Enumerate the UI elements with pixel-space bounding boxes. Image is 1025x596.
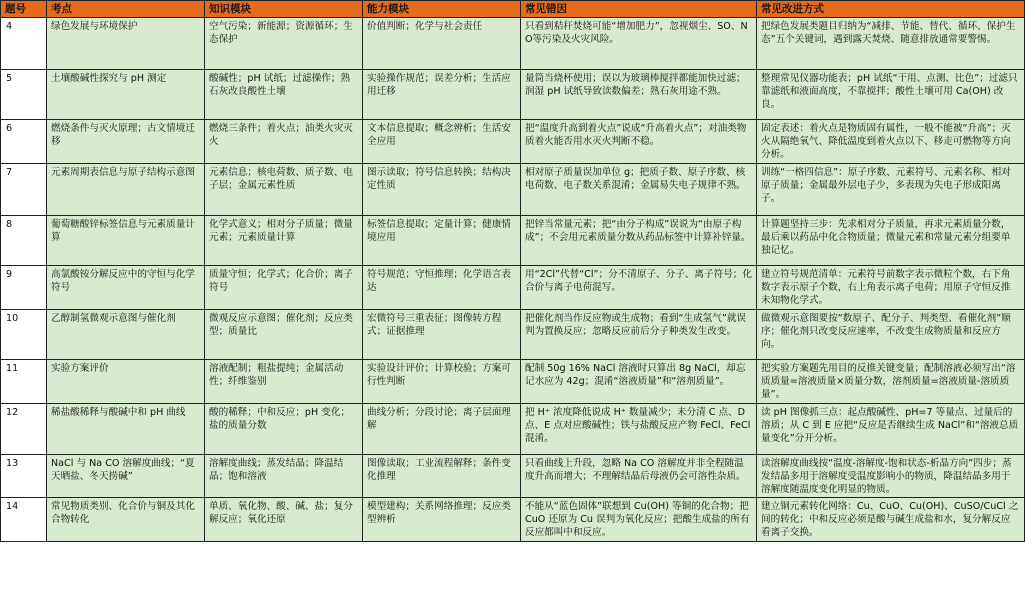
cell-common-errors: 量筒当烧杯使用；误以为玻璃棒搅拌都能加快过滤；润湿 pH 试纸导致读数偏差；熟石灰用途不熟。 [521, 70, 757, 120]
cell-exam-point: 葡萄糖酸锌标签信息与元素质量计算 [47, 216, 205, 266]
cell-ability-module: 符号规范；守恒推理；化学语言表达 [363, 266, 521, 310]
cell-knowledge-module: 质量守恒；化学式；化合价；离子符号 [205, 266, 363, 310]
cell-improvements: 整理常见仪器功能表；pH 试纸“干用、点测、比色”；过滤只靠滤纸和液面高度，不靠搅拌；酸性土壤可用 Ca(OH) 改良。 [757, 70, 1025, 120]
cell-improvements: 计算题坚持三步：先求相对分子质量，再求元素质量分数，最后乘以药品中化合物质量；微量元素和常量元素分组要单独记忆。 [757, 216, 1025, 266]
cell-improvements: 建立符号规范清单：元素符号前数字表示微粒个数，右下角数字表示原子个数，右上角表示离子电荷；用原子守恒反推未知物化学式。 [757, 266, 1025, 310]
header-ability-module: 能力模块 [363, 1, 521, 18]
cell-ability-module: 标签信息提取；定量计算；健康情境应用 [363, 216, 521, 266]
cell-question-number: 11 [1, 360, 47, 404]
cell-question-number: 5 [1, 70, 47, 120]
cell-exam-point: 实验方案评价 [47, 360, 205, 404]
cell-knowledge-module: 溶液配制；粗盐提纯；金属活动性；纤维鉴别 [205, 360, 363, 404]
cell-improvements: 训练“一格四信息”：原子序数、元素符号、元素名称、相对原子质量；金属最外层电子少，多表现为失电子形成阳离子。 [757, 164, 1025, 216]
table-row [1, 360, 1025, 404]
cell-common-errors: 只看到秸秆焚烧可能“增加肥力”，忽视烟尘、SO、NO等污染及火灾风险。 [521, 18, 757, 70]
cell-knowledge-module: 空气污染；新能源；资源循环；生态保护 [205, 18, 363, 70]
cell-exam-point: 高氯酸铵分解反应中的守恒与化学符号 [47, 266, 205, 310]
cell-ability-module: 图像读取；工业流程解释；条件变化推理 [363, 455, 521, 498]
cell-question-number: 9 [1, 266, 47, 310]
cell-knowledge-module: 燃烧三条件；着火点；油类火灾灭火 [205, 120, 363, 164]
cell-improvements: 读 pH 图像抓三点：起点酸碱性、pH=7 等量点、过量后的溶质；从 C 到 E 应把“反应是否继续生成 NaCl”和“溶液总质量变化”分开分析。 [757, 404, 1025, 455]
cell-exam-point: 土壤酸碱性探究与 pH 测定 [47, 70, 205, 120]
cell-question-number: 14 [1, 498, 47, 542]
cell-improvements: 把绿色发展类题目归纳为“减排、节能、替代、循环、保护生态”五个关键词，遇到露天焚烧、随意排放通常要警惕。 [757, 18, 1025, 70]
table-row [1, 216, 1025, 266]
cell-exam-point: 燃烧条件与灭火原理；古文情境迁移 [47, 120, 205, 164]
cell-ability-module: 实验操作规范；误差分析；生活应用迁移 [363, 70, 521, 120]
table-row [1, 498, 1025, 542]
table-row [1, 18, 1025, 70]
cell-improvements: 读溶解度曲线按“温度-溶解度-饱和状态-析晶方向”四步；蒸发结晶多用于溶解度受温度影响小的物质，降温结晶多用于溶解度随温度变化明显的物质。 [757, 455, 1025, 498]
header-question-number: 题号 [1, 1, 47, 18]
cell-exam-point: 元素周期表信息与原子结构示意图 [47, 164, 205, 216]
cell-knowledge-module: 酸碱性；pH 试纸；过滤操作；熟石灰改良酸性土壤 [205, 70, 363, 120]
cell-common-errors: 把锌当常量元素；把“由分子构成”误说为“由原子构成”；不会用元素质量分数从药品标签中计算补锌量。 [521, 216, 757, 266]
cell-improvements: 固定表述：着火点是物质固有属性，一般不能被“升高”；灭火从隔绝氧气、降低温度到着火点以下、移走可燃物等方向分析。 [757, 120, 1025, 164]
cell-knowledge-module: 溶解度曲线；蒸发结晶；降温结晶；饱和溶液 [205, 455, 363, 498]
table-row [1, 70, 1025, 120]
table-row [1, 266, 1025, 310]
cell-common-errors: 只看曲线上升段，忽略 Na CO 溶解度并非全程随温度升高而增大；不理解结晶后母液仍会可溶性杂质。 [521, 455, 757, 498]
cell-knowledge-module: 单质、氧化物、酸、碱、盐；复分解反应；氧化还原 [205, 498, 363, 542]
cell-knowledge-module: 酸的稀释；中和反应；pH 变化；盐的质量分数 [205, 404, 363, 455]
cell-common-errors: 把 H⁺ 浓度降低说成 H⁺ 数量减少；未分清 C 点、D 点、E 点对应酸碱性；铁与盐酸反应产物 FeCl、FeCl 混淆。 [521, 404, 757, 455]
cell-exam-point: 常见物质类别、化合价与铜及其化合物转化 [47, 498, 205, 542]
cell-question-number: 4 [1, 18, 47, 70]
cell-improvements: 把实验方案题先用目的反推关键变量；配制溶液必须写出“溶质质量=溶液质量×质量分数，溶剂质量=溶液质量-溶质质量”。 [757, 360, 1025, 404]
cell-common-errors: 把“温度升高到着火点”说成“升高着火点”；对油类物质着火能否用水灭火判断不稳。 [521, 120, 757, 164]
cell-exam-point: 乙醇制氢微观示意图与催化剂 [47, 310, 205, 360]
table-row [1, 455, 1025, 498]
table-row [1, 310, 1025, 360]
cell-ability-module: 图示读取；符号信息转换；结构决定性质 [363, 164, 521, 216]
cell-ability-module: 模型建构；关系网络推理；反应类型辨析 [363, 498, 521, 542]
cell-question-number: 12 [1, 404, 47, 455]
cell-question-number: 8 [1, 216, 47, 266]
cell-exam-point: 稀盐酸稀释与酸碱中和 pH 曲线 [47, 404, 205, 455]
cell-question-number: 13 [1, 455, 47, 498]
cell-improvements: 做微观示意图要按“数原子、配分子、判类型、看催化剂”顺序；催化剂只改变反应速率，不改变生成物质量和反应方向。 [757, 310, 1025, 360]
cell-question-number: 7 [1, 164, 47, 216]
cell-knowledge-module: 元素信息；核电荷数、质子数、电子层；金属元素性质 [205, 164, 363, 216]
table-row [1, 120, 1025, 164]
cell-improvements: 建立铜元素转化网络：Cu、CuO、Cu(OH)、CuSO/CuCl 之间的转化；中和反应必须是酸与碱生成盐和水，复分解反应看离子交换。 [757, 498, 1025, 542]
cell-common-errors: 把催化剂当作反应物或生成物；看到“生成氢气”就误判为置换反应；忽略反应前后分子种类发生改变。 [521, 310, 757, 360]
table-row [1, 164, 1025, 216]
table-row [1, 404, 1025, 455]
header-knowledge-module: 知识模块 [205, 1, 363, 18]
cell-common-errors: 用“2Cl”代替“Cl”；分不清原子、分子、离子符号；化合价与离子电荷混写。 [521, 266, 757, 310]
cell-ability-module: 宏微符号三重表征；图像转方程式；证据推理 [363, 310, 521, 360]
cell-knowledge-module: 微观反应示意图；催化剂；反应类型；质量比 [205, 310, 363, 360]
cell-ability-module: 价值判断；化学与社会责任 [363, 18, 521, 70]
cell-ability-module: 实验设计评价；计算校验；方案可行性判断 [363, 360, 521, 404]
cell-common-errors: 相对原子质量误加单位 g；把质子数、原子序数、核电荷数、电子数关系混淆；金属易失电子规律不熟。 [521, 164, 757, 216]
cell-exam-point: NaCl 与 Na CO 溶解度曲线；“夏天晒盐、冬天捞碱” [47, 455, 205, 498]
cell-ability-module: 曲线分析；分段讨论；离子层面理解 [363, 404, 521, 455]
cell-common-errors: 配制 50g 16% NaCl 溶液时只算出 8g NaCl，却忘记水应为 42g；混淆“溶液质量”和“溶剂质量”。 [521, 360, 757, 404]
cell-knowledge-module: 化学式意义；相对分子质量；微量元素；元素质量计算 [205, 216, 363, 266]
cell-ability-module: 文本信息提取；概念辨析；生活安全应用 [363, 120, 521, 164]
header-common-errors: 常见错因 [521, 1, 757, 18]
cell-question-number: 6 [1, 120, 47, 164]
cell-question-number: 10 [1, 310, 47, 360]
header-row [1, 1, 1025, 18]
header-improvements: 常见改进方式 [757, 1, 1025, 18]
cell-exam-point: 绿色发展与环境保护 [47, 18, 205, 70]
cell-common-errors: 不能从“蓝色固体”联想到 Cu(OH) 等铜的化合物；把 CuO 还原为 Cu 误判为氧化反应；把酸生成盐的所有反应都叫中和反应。 [521, 498, 757, 542]
header-exam-point: 考点 [47, 1, 205, 18]
